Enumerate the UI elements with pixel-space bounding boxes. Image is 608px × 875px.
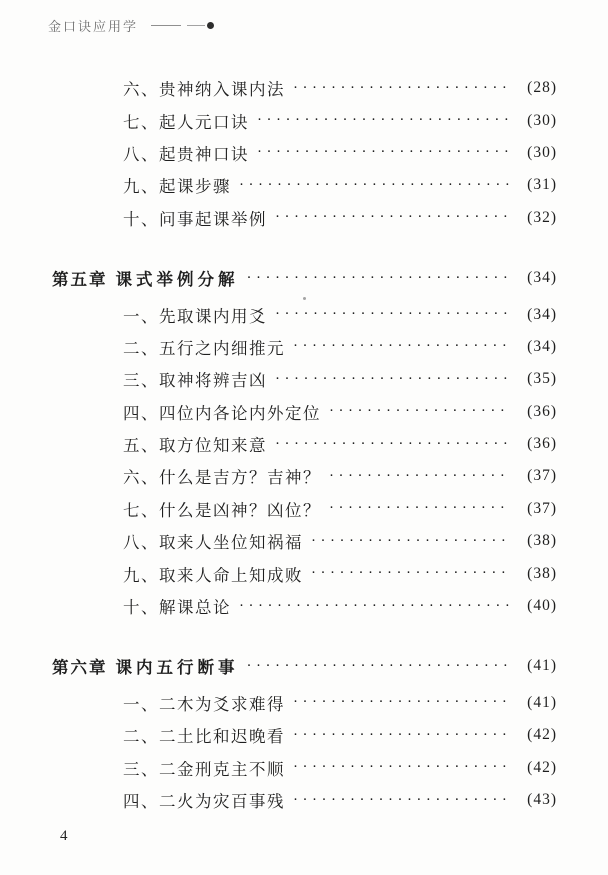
toc-entry [52,169,557,201]
header-rule [151,22,214,29]
toc-entry-page: (37) [527,499,557,517]
dot-leader [275,436,511,453]
toc-entry [52,137,557,169]
toc-entry-page: (36) [527,402,557,420]
header-dash-1 [151,25,181,26]
toc-entry [52,493,557,525]
toc-section-chapter5 [52,262,557,622]
dot-leader [239,177,511,194]
toc-entry-page: (43) [527,791,557,808]
toc-entry-page: (32) [527,208,557,226]
dot-leader [247,270,512,287]
toc-entry-page: (36) [527,435,557,453]
dot-leader [293,694,511,711]
toc-entry-label: 三、二金刑克主不顺 [123,759,285,779]
chapter-page: (34) [527,269,557,287]
dot-leader [311,565,511,582]
dot-leader [275,209,511,226]
toc-entry-label: 七、什么是凶神？凶位？ [123,500,321,520]
dot-leader [239,598,511,615]
toc-entry-page: (31) [527,176,557,194]
dot-leader [275,306,511,323]
dot-leader [329,468,511,485]
toc-entry-label: 十、解课总论 [123,598,231,618]
dot-leader [293,338,511,355]
dot-leader [257,144,511,161]
chapter-title: 课式举例分解 [115,270,239,290]
toc-entry [52,72,557,104]
toc-entry [52,590,557,622]
toc-entry [52,298,557,330]
toc-entry [52,784,557,816]
chapter-number: 第六章 [52,658,108,678]
toc-chapter-heading [52,650,557,682]
toc-entry-page: (38) [527,564,557,582]
page-number: 4 [60,828,68,844]
toc-entry-page: (41) [527,693,557,711]
toc-entry-page: (42) [527,758,557,776]
toc-entry-label: 四、四位内各论内外定位 [123,403,321,423]
toc-entry-label: 十、问事起课举例 [123,209,267,229]
dot-leader [293,792,511,809]
toc-entry [52,363,557,395]
toc-entry [52,557,557,589]
book-title: 金口诀应用学 [48,18,139,34]
dot-leader [293,759,511,776]
dot-leader [247,658,512,675]
toc-entry-page: (35) [527,370,557,388]
toc-entry [52,428,557,460]
toc-entry-label: 一、二木为爻求难得 [123,694,285,714]
dot-leader [329,500,511,517]
toc-entry-page: (37) [527,467,557,485]
toc-entry-page: (34) [527,337,557,355]
dot-leader [329,403,511,420]
toc-entry-label: 六、什么是吉方？吉神？ [123,468,321,488]
print-speck [303,297,306,300]
toc-entry-label: 八、起贵神口诀 [123,144,249,164]
chapter-title: 课内五行断事 [115,658,239,678]
toc-entry-label: 八、取来人坐位知祸福 [123,533,303,553]
toc-entry [52,751,557,783]
toc-entry-page: (28) [527,79,557,97]
toc-entry-label: 九、起课步骤 [123,177,231,197]
chapter-number: 第五章 [52,270,108,290]
toc-entry-label: 一、先取课内用爻 [123,306,267,326]
toc-entry-page: (30) [527,143,557,161]
toc-entry [52,396,557,428]
header-dot-icon [207,22,214,29]
toc-entry-label: 七、起人元口诀 [123,112,249,132]
toc-entry-page: (30) [527,111,557,129]
toc-section-chapter6 [52,650,557,816]
dot-leader [293,80,511,97]
running-header [48,16,214,34]
toc-entry [52,331,557,363]
table-of-contents [52,72,557,816]
toc-entry-label: 二、五行之内细推元 [123,338,285,358]
dot-leader [311,533,511,550]
dot-leader [293,727,511,744]
dot-leader [257,112,511,129]
toc-chapter-heading [52,262,557,294]
toc-entry-page: (38) [527,532,557,550]
toc-entry-label: 四、二火为灾百事残 [123,792,285,811]
toc-entry-label: 九、取来人命上知成败 [123,565,303,585]
toc-entry-page: (34) [527,305,557,323]
toc-entry-page: (42) [527,726,557,744]
toc-entry-page: (40) [527,597,557,615]
toc-entry [52,460,557,492]
toc-entry-label: 五、取方位知来意 [123,436,267,456]
toc-entry [52,104,557,136]
chapter-page: (41) [527,657,557,675]
toc-entry [52,687,557,719]
toc-entry [52,202,557,234]
toc-entry-label: 六、贵神纳入课内法 [123,80,285,100]
toc-entry-label: 二、二土比和迟晚看 [123,727,285,747]
toc-section-chapter4-tail [52,72,557,234]
dot-leader [275,371,511,388]
toc-entry-label: 三、取神将辨吉凶 [123,371,267,391]
toc-entry [52,525,557,557]
toc-entry [52,719,557,751]
header-dash-2 [187,25,205,26]
